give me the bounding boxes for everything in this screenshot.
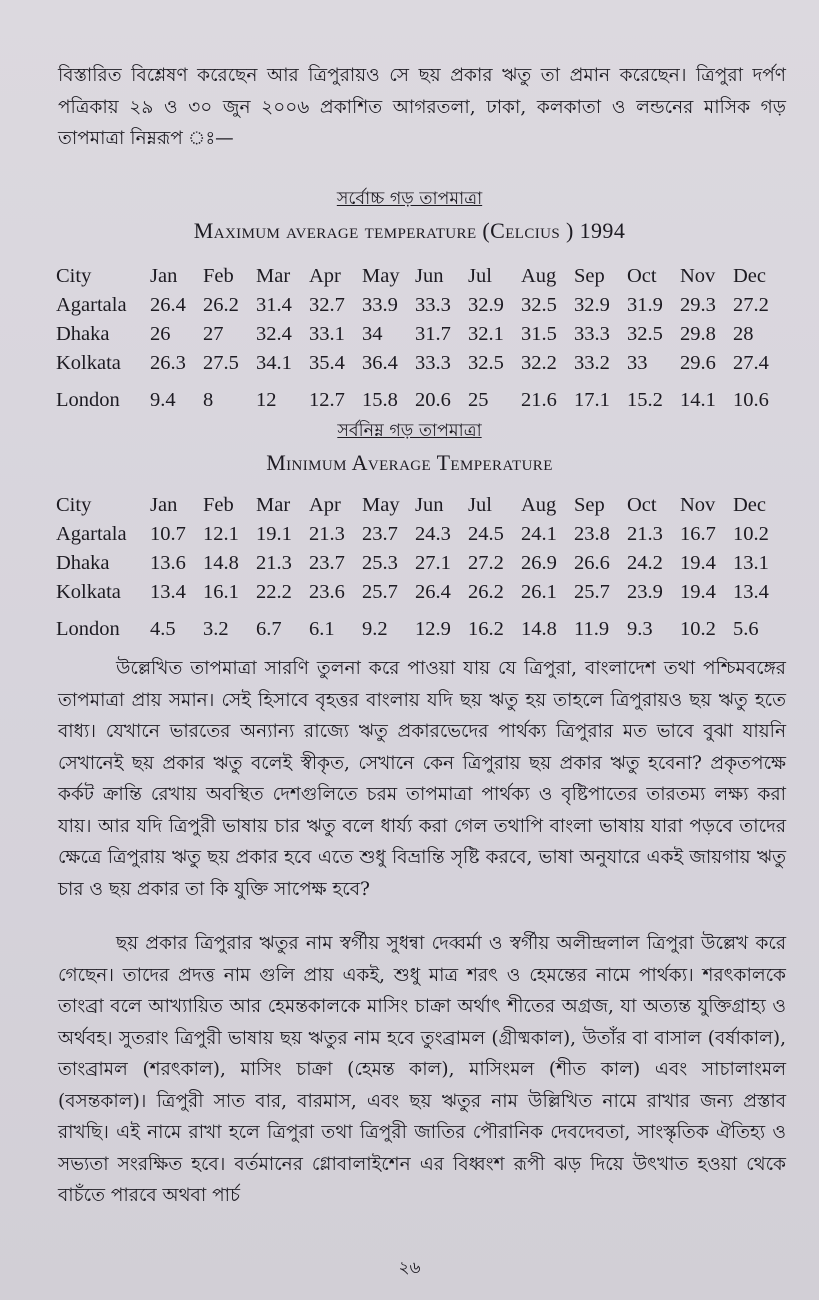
temperature-cell: 13.4 — [733, 581, 769, 603]
temperature-cell: 14.1 — [680, 389, 716, 411]
max-temp-english-heading: Maximum average temperature (Celcius ) 1994 — [193, 218, 626, 243]
temperature-cell: 27.1 — [415, 552, 451, 574]
city-name-cell: Agartala — [56, 294, 127, 316]
temperature-cell: 26.4 — [150, 294, 186, 316]
month-column-header: Dec — [733, 265, 767, 287]
table-row — [56, 549, 786, 578]
temperature-cell: 14.8 — [521, 618, 557, 640]
month-column-header: Aug — [521, 494, 557, 516]
temperature-cell: 26.1 — [521, 581, 557, 603]
temperature-cell: 16.2 — [468, 618, 504, 640]
temperature-cell: 32.5 — [468, 352, 504, 374]
temperature-cell: 6.1 — [309, 618, 335, 640]
month-column-header: Jul — [468, 265, 492, 287]
temperature-cell: 32.4 — [256, 323, 292, 345]
temperature-cell: 29.6 — [680, 352, 716, 374]
table-row — [56, 378, 786, 412]
city-name-cell: London — [56, 618, 120, 640]
month-column-header: Jan — [150, 494, 178, 516]
month-column-header: Feb — [203, 265, 234, 287]
temperature-cell: 21.6 — [521, 389, 557, 411]
city-name-cell: London — [56, 389, 120, 411]
temperature-cell: 28 — [733, 323, 754, 345]
temperature-cell: 34 — [362, 323, 383, 345]
temperature-cell: 33.9 — [362, 294, 398, 316]
month-column-header: Jan — [150, 265, 178, 287]
month-column-header: Sep — [574, 494, 605, 516]
temperature-cell: 27.4 — [733, 352, 769, 374]
city-name-cell: Kolkata — [56, 352, 121, 374]
temperature-cell: 17.1 — [574, 389, 610, 411]
table-row — [56, 320, 786, 349]
temperature-cell: 8 — [203, 389, 214, 411]
temperature-cell: 5.6 — [733, 618, 759, 640]
temperature-cell: 23.8 — [574, 523, 610, 545]
temperature-cell: 25.7 — [574, 581, 610, 603]
month-column-header: May — [362, 265, 400, 287]
temperature-cell: 31.5 — [521, 323, 557, 345]
min-temp-bengali-heading: সর্বনিম্ন গড় তাপমাত্রা — [337, 421, 482, 441]
month-column-header: Jun — [415, 494, 444, 516]
month-column-header: Jul — [468, 494, 492, 516]
temperature-cell: 33.3 — [415, 352, 451, 374]
page-number: ২৬ — [398, 1258, 421, 1278]
temperature-cell: 21.3 — [256, 552, 292, 574]
temperature-cell: 15.8 — [362, 389, 398, 411]
temperature-cell: 21.3 — [309, 523, 345, 545]
table-header-row — [56, 262, 786, 291]
temperature-cell: 6.7 — [256, 618, 282, 640]
temperature-cell: 12 — [256, 389, 277, 411]
temperature-cell: 23.7 — [309, 552, 345, 574]
max-temp-bengali-heading: সর্বোচ্চ গড় তাপমাত্রা — [336, 189, 483, 209]
temperature-cell: 24.3 — [415, 523, 451, 545]
temperature-cell: 9.4 — [150, 389, 176, 411]
temperature-cell: 16.7 — [680, 523, 716, 545]
city-name-cell: Kolkata — [56, 581, 121, 603]
temperature-cell: 27 — [203, 323, 224, 345]
temperature-cell: 26.9 — [521, 552, 557, 574]
temperature-cell: 32.9 — [468, 294, 504, 316]
month-column-header: Mar — [256, 494, 291, 516]
table-row — [56, 578, 786, 607]
temperature-cell: 10.2 — [733, 523, 769, 545]
city-name-cell: Dhaka — [56, 323, 110, 345]
temperature-cell: 31.4 — [256, 294, 292, 316]
month-column-header: Nov — [680, 265, 716, 287]
temperature-cell: 29.3 — [680, 294, 716, 316]
temperature-cell: 36.4 — [362, 352, 398, 374]
month-column-header: Oct — [627, 265, 657, 287]
temperature-cell: 19.1 — [256, 523, 292, 545]
temperature-cell: 12.7 — [309, 389, 345, 411]
temperature-cell: 10.6 — [733, 389, 769, 411]
temperature-cell: 15.2 — [627, 389, 663, 411]
city-name-cell: Agartala — [56, 523, 127, 545]
month-column-header: Apr — [309, 494, 341, 516]
temperature-cell: 25 — [468, 389, 489, 411]
month-column-header: Sep — [574, 265, 605, 287]
temperature-cell: 27.2 — [733, 294, 769, 316]
temperature-cell: 14.8 — [203, 552, 239, 574]
min-temp-english-heading: Minimum Average Temperature — [266, 450, 553, 475]
temperature-cell: 33 — [627, 352, 648, 374]
temperature-cell: 9.3 — [627, 618, 653, 640]
temperature-cell: 16.1 — [203, 581, 239, 603]
temperature-cell: 33.2 — [574, 352, 610, 374]
temperature-cell: 20.6 — [415, 389, 451, 411]
temperature-cell: 32.5 — [627, 323, 663, 345]
temperature-cell: 23.9 — [627, 581, 663, 603]
temperature-cell: 26.2 — [203, 294, 239, 316]
seasons-names-paragraph: ছয় প্রকার ত্রিপুরার ঋতুর নাম স্বর্গীয় সুধন্বা দেব্বর্মা ও স্বর্গীয় অলীন্দ্রলাল ত্রিপুরা উল্লেখ করে গেছেন। তাদের প্রদত্ত নাম গুলি প্রায় একই, শুধু মাত্র শরৎ ও হেমন্তের নামে পার্থক্য। শরৎকালকে তাংব্রা বলে আখ্যায়িত আর হেমন্তকালকে মাসিং চাক্রা অর্থাৎ শীতের অগ্রজ, যা অত্যন্ত যুক্তিগ্রাহ্য ও অর্থবহ। সুতরাং ত্রিপুরী ভাষায় ছয় ঋতুর নাম হবে তুংব্রামল (গ্রীষ্মকাল), উতাঁর বা বাসাল (বর্ষাকাল), তাংব্রামল (শরৎকাল), মাসিং চাক্রা (হেমন্ত কাল), মাসিংমল (শীত কাল) এবং সাচালাংমল (বসন্তকাল)। ত্রিপুরী সাত বার, বারমাস, এবং ছয় ঋতুর নাম উল্লিখিত নামে রাখার জন্য প্রস্তাব রাখছি। এই নামে রাখা হলে ত্রিপুরা তথা ত্রিপুরী জাতির পৌরানিক দেবদেবতা, সাংস্কৃতিক ঐতিহ্য ও সভ্যতা সংরক্ষিত হবে। বর্তমানের গ্লোবালাইশেন এর বিধ্বংশ রূপী ঝড় দিয়ে উৎখাত হওয়া থেকে বাচঁতে পারবে অথবা পার্চ — [58, 933, 786, 1206]
month-column-header: Dec — [733, 494, 767, 516]
temperature-cell: 13.4 — [150, 581, 186, 603]
month-column-header: Nov — [680, 494, 716, 516]
table-row — [56, 291, 786, 320]
month-column-header: Feb — [203, 494, 234, 516]
temperature-cell: 12.1 — [203, 523, 239, 545]
temperature-cell: 29.8 — [680, 323, 716, 345]
month-column-header: Mar — [256, 265, 291, 287]
max-temperature-table — [56, 262, 786, 412]
temperature-cell: 33.1 — [309, 323, 345, 345]
temperature-cell: 24.2 — [627, 552, 663, 574]
temperature-cell: 10.7 — [150, 523, 186, 545]
temperature-cell: 26.4 — [415, 581, 451, 603]
temperature-cell: 26.6 — [574, 552, 610, 574]
temperature-cell: 27.5 — [203, 352, 239, 374]
month-column-header: Oct — [627, 494, 657, 516]
month-column-header: May — [362, 494, 400, 516]
temperature-cell: 32.5 — [521, 294, 557, 316]
table-row — [56, 349, 786, 378]
temperature-cell: 33.3 — [574, 323, 610, 345]
temperature-cell: 25.7 — [362, 581, 398, 603]
temperature-cell: 26.2 — [468, 581, 504, 603]
intro-paragraph: বিস্তারিত বিশ্লেষণ করেছেন আর ত্রিপুরায়ও সে ছয় প্রকার ঋতু তা প্রমান করেছেন। ত্রিপুরা দর্পণ পত্রিকায় ২৯ ও ৩০ জুন ২০০৬ প্রকাশিত আগরতলা, ঢাকা, কলকাতা ও লন্ডনের মাসিক গড় তাপমাত্রা নিম্নরূপ ঃ— — [58, 65, 786, 149]
temperature-cell: 25.3 — [362, 552, 398, 574]
temperature-cell: 21.3 — [627, 523, 663, 545]
temperature-cell: 27.2 — [468, 552, 504, 574]
temperature-cell: 32.9 — [574, 294, 610, 316]
month-column-header: Aug — [521, 265, 557, 287]
temperature-cell: 32.1 — [468, 323, 504, 345]
temperature-cell: 31.9 — [627, 294, 663, 316]
temperature-cell: 23.7 — [362, 523, 398, 545]
temperature-cell: 10.2 — [680, 618, 716, 640]
temperature-cell: 34.1 — [256, 352, 292, 374]
temperature-cell: 3.2 — [203, 618, 229, 640]
temperature-cell: 32.7 — [309, 294, 345, 316]
temperature-cell: 35.4 — [309, 352, 345, 374]
temperature-cell: 9.2 — [362, 618, 388, 640]
temperature-cell: 26 — [150, 323, 171, 345]
temperature-cell: 32.2 — [521, 352, 557, 374]
month-column-header: Jun — [415, 265, 444, 287]
comparison-paragraph: উল্লেখিত তাপমাত্রা সারণি তুলনা করে পাওয়া যায় যে ত্রিপুরা, বাংলাদেশ তথা পশ্চিমবঙ্গের তাপমাত্রা প্রায় সমান। সেই হিসাবে বৃহত্তর বাংলায় যদি ছয় ঋতু হয় তাহলে ত্রিপুরায়ও ছয় ঋতু হতে বাধ্য। যেখানে ভারতের অন্যান্য রাজ্যে ঋতু প্রকারভেদের পার্থক্য ত্রিপুরার মত ভাবে বুঝা যায়নি সেখানেই ছয় প্রকার ঋতু বলেই স্বীকৃত, সেখানে কেন ত্রিপুরায় ছয় প্রকার ঋতু হবেনা? প্রকৃতপক্ষে কর্কট ক্রান্তি রেখায় অবস্থিত দেশগুলিতে চরম তাপমাত্রা পার্থক্য ও বৃষ্টিপাতের তারতম্য লক্ষ্য করা যায়। আর যদি ত্রিপুরী ভাষায় চার ঋতু বলে ধার্য্য করা গেল তথাপি বাংলা ভাষায় যারা পড়বে তাদের ক্ষেত্রে ত্রিপুরায় ঋতু ছয় প্রকার হবে এতে শুধু বিভ্রান্তি সৃষ্টি করবে, ভাষা অনুযারে একই জায়গায় ঋতু চার ও ছয় প্রকার তা কি যুক্তি সাপেক্ষ হবে? — [58, 658, 786, 900]
temperature-cell: 13.6 — [150, 552, 186, 574]
city-name-cell: Dhaka — [56, 552, 110, 574]
table-header-row — [56, 491, 786, 520]
city-column-header: City — [56, 494, 92, 516]
temperature-cell: 11.9 — [574, 618, 610, 640]
temperature-cell: 24.5 — [468, 523, 504, 545]
temperature-cell: 13.1 — [733, 552, 769, 574]
temperature-cell: 22.2 — [256, 581, 292, 603]
temperature-cell: 19.4 — [680, 552, 716, 574]
temperature-cell: 33.3 — [415, 294, 451, 316]
city-column-header: City — [56, 265, 92, 287]
temperature-cell: 31.7 — [415, 323, 451, 345]
temperature-cell: 4.5 — [150, 618, 176, 640]
temperature-cell: 24.1 — [521, 523, 557, 545]
temperature-cell: 26.3 — [150, 352, 186, 374]
table-row — [56, 607, 786, 641]
temperature-cell: 19.4 — [680, 581, 716, 603]
month-column-header: Apr — [309, 265, 341, 287]
temperature-cell: 12.9 — [415, 618, 451, 640]
temperature-cell: 23.6 — [309, 581, 345, 603]
table-row — [56, 520, 786, 549]
min-temperature-table — [56, 491, 786, 641]
